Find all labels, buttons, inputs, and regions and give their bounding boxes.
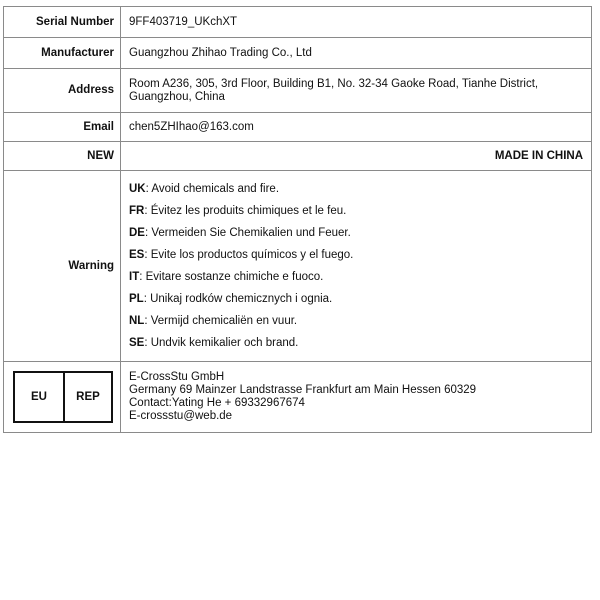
eu-rep-row: [4, 362, 592, 433]
warning-line-es: [129, 249, 583, 262]
warning-code: FR: [129, 204, 145, 217]
warning-line-uk: [129, 183, 583, 196]
eu-rep-address: Germany 69 Mainzer Landstrasse Frankfurt am Main Hessen 60329: [129, 384, 477, 396]
email-value: chen5ZHIhao@163.com: [121, 113, 592, 142]
warning-label: Warning: [4, 171, 121, 362]
warning-line-nl: [129, 315, 583, 328]
warning-row: [4, 171, 592, 362]
serial-number-label: Serial Number: [4, 7, 121, 38]
warning-line-it: [129, 271, 583, 284]
manufacturer-label: Manufacturer: [4, 38, 121, 69]
eu-rep-company: E-CrossStu GmbH: [129, 371, 225, 383]
warning-code: IT: [129, 270, 140, 283]
warning-line-pl: [129, 293, 583, 306]
warning-code: NL: [129, 314, 145, 327]
warning-code: DE: [129, 226, 145, 239]
warning-line-de: [129, 227, 583, 240]
warning-text: : Undvik kemikalier och brand.: [144, 336, 299, 349]
eu-rep-contact: Contact:Yating He + 69332967674: [129, 397, 305, 409]
new-label: NEW: [4, 142, 121, 171]
warning-text: : Unikaj rodków chemicznych i ognia.: [143, 292, 333, 305]
warning-text: : Vermeiden Sie Chemikalien und Feuer.: [144, 226, 351, 239]
serial-number-row: [4, 7, 592, 38]
warning-code: UK: [129, 182, 146, 195]
address-label: Address: [4, 69, 121, 113]
product-info-table: [3, 6, 592, 433]
address-value: [121, 69, 592, 113]
eu-rep-badge: [13, 371, 113, 423]
warning-text: : Evite los productos químicos y el fuego.: [144, 248, 354, 261]
manufacturer-value: Guangzhou Zhihao Trading Co., Ltd: [121, 38, 592, 69]
address-line-1: Room A236, 305, 3rd Floor, Building B1, No. 32-34 Gaoke Road, Tianhe District,: [129, 77, 539, 90]
manufacturer-row: [4, 38, 592, 69]
warning-text: : Avoid chemicals and fire.: [145, 182, 280, 195]
eu-rep-details: [121, 362, 592, 433]
serial-number-value: 9FF403719_UKchXT: [121, 7, 592, 38]
address-line-2: Guangzhou, China: [129, 90, 225, 103]
warning-text: : Évitez les produits chimiques et le feu.: [144, 204, 347, 217]
warning-text: : Vermijd chemicaliën en vuur.: [144, 314, 298, 327]
eu-rep-badge-cell: [4, 362, 121, 433]
warning-code: SE: [129, 336, 145, 349]
email-label: Email: [4, 113, 121, 142]
made-in-china-value: MADE IN CHINA: [121, 142, 592, 171]
warning-code: ES: [129, 248, 145, 261]
eu-rep-email: E-crossstu@web.de: [129, 410, 233, 422]
address-row: [4, 69, 592, 113]
warning-line-fr: [129, 205, 583, 218]
email-row: [4, 113, 592, 142]
warning-line-se: [129, 337, 583, 350]
eu-rep-badge-rep: REP: [76, 390, 100, 403]
warning-text: : Evitare sostanze chimiche e fuoco.: [139, 270, 324, 283]
warning-list: [121, 171, 592, 362]
new-row: [4, 142, 592, 171]
warning-code: PL: [129, 292, 144, 305]
eu-rep-badge-eu: EU: [15, 373, 65, 421]
